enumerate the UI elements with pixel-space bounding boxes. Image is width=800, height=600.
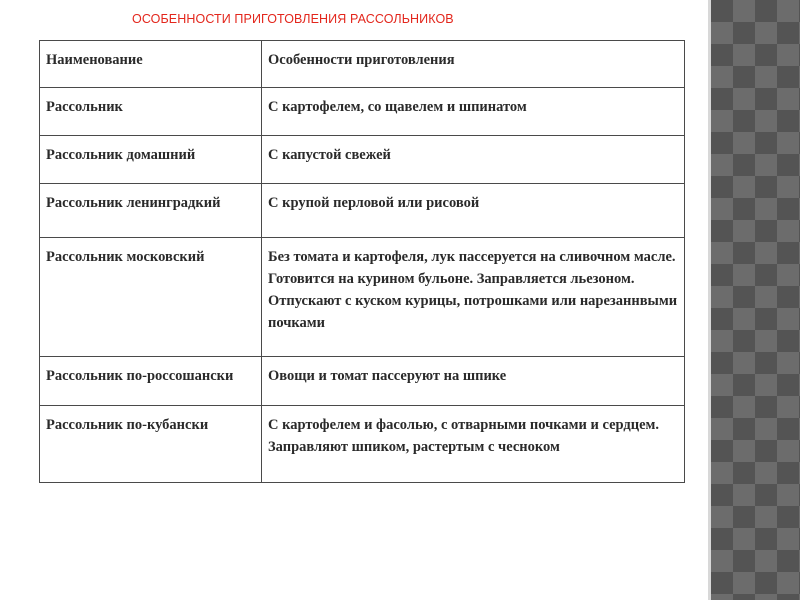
dish-name-cell: Рассольник по-кубански bbox=[40, 406, 262, 483]
dish-name-cell: Рассольник ленинградкий bbox=[40, 184, 262, 238]
dish-features-cell: С картофелем и фасолью, с отварными почками и сердцем. Заправляют шпиком, растертым с чесноком bbox=[262, 406, 685, 483]
table-row bbox=[40, 406, 685, 483]
dish-features-cell: Без томата и картофеля, лук пассеруется на сливочном масле. Готовится на курином бульоне. Заправляется льезоном. Отпускают с куском курицы, потрошками или нарезаннвыми почками bbox=[262, 238, 685, 357]
table-row bbox=[40, 88, 685, 136]
dish-name-cell: Рассольник bbox=[40, 88, 262, 136]
recipes-table bbox=[39, 40, 685, 483]
recipes-table-container bbox=[39, 40, 680, 483]
table-row bbox=[40, 357, 685, 406]
dish-name-cell: Рассольник московский bbox=[40, 238, 262, 357]
dish-features-cell: С капустой свежей bbox=[262, 136, 685, 184]
dish-features-cell: С крупой перловой или рисовой bbox=[262, 184, 685, 238]
dish-name-cell: Рассольник по-россошански bbox=[40, 357, 262, 406]
dish-name-cell: Рассольник домашний bbox=[40, 136, 262, 184]
dish-features-cell: Овощи и томат пассеруют на шпике bbox=[262, 357, 685, 406]
table-row bbox=[40, 238, 685, 357]
page-title: ОСОБЕННОСТИ ПРИГОТОВЛЕНИЯ РАССОЛЬНИКОВ bbox=[132, 12, 454, 26]
decorative-pattern-strip bbox=[711, 0, 800, 600]
column-header-features: Особенности приготовления bbox=[262, 41, 685, 88]
table-row bbox=[40, 184, 685, 238]
dish-features-cell: С картофелем, со щавелем и шпинатом bbox=[262, 88, 685, 136]
table-header-row bbox=[40, 41, 685, 88]
table-row bbox=[40, 136, 685, 184]
column-header-name: Наименование bbox=[40, 41, 262, 88]
